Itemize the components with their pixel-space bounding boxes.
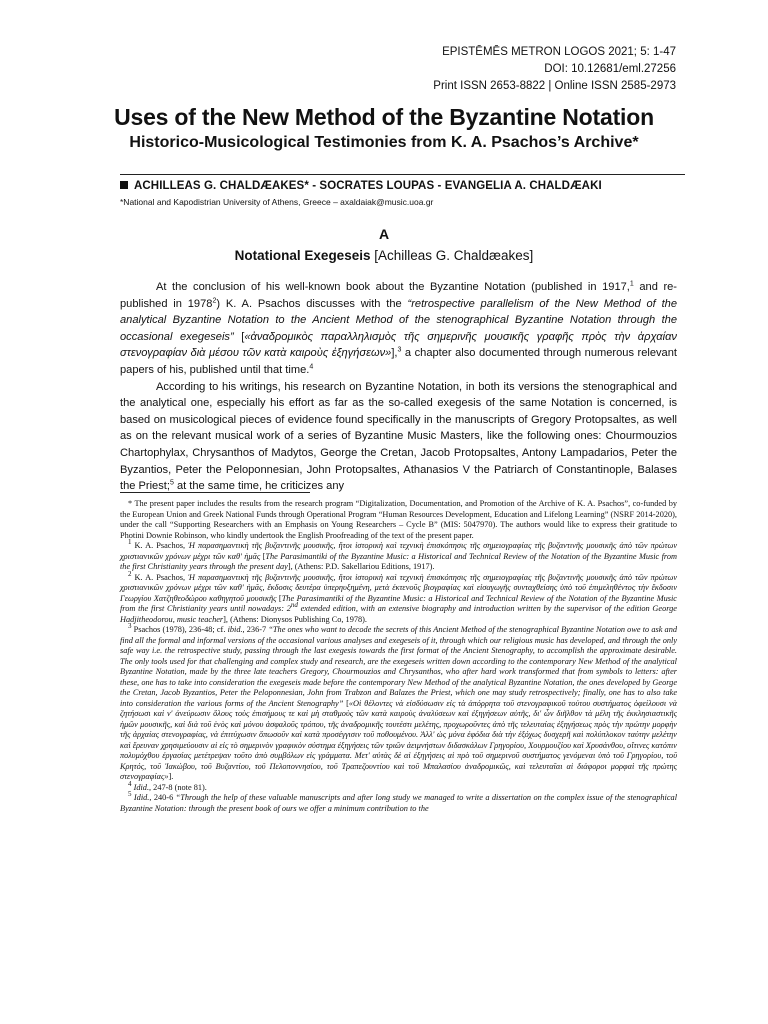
paper-title: Uses of the New Method of the Byzantine Notation xyxy=(114,104,654,130)
author-names: ACHILLEAS G. CHALDÆAKES* - SOCRATES LOUPAS - EVANGELIA A. CHALDÆAKI xyxy=(134,180,602,192)
footnote-5: $^5$ Idid., 240-6 “Through the help of these valuable manuscripts and after long study we managed to write a dissertation on the complex issue of the stenographical Byzantine Notation: through the present book of ours we offer a minimum contribution to the xyxy=(120,790,677,813)
journal-issn: Print ISSN 2653-8822 | Online ISSN 2585-2973 xyxy=(433,80,676,92)
paper-subtitle: Historico-Musicological Testimonies from K. A. Psachos’s Archive* xyxy=(129,134,639,151)
square-bullet-icon xyxy=(120,181,128,189)
footnote-ref-2[interactable]: 2 xyxy=(212,296,217,304)
footnote-ref-4[interactable]: 4 xyxy=(309,363,314,371)
paragraph-2: According to his writings, his research on Byzantine Notation, in both its versions the stenographical and the analytical one, especially his effort as far as the so-called exegesis of the same Notation is concerned, is based on musicological pieces of evidence found specifically in the manuscripts of Gregory Protopsaltes, as well as on the relevant musical work of a series of Byzantine Music Masters, like the following ones: Chourmouzios Chartophylax, Chrysanthos of Madytos, George the Cretan, Jacob Protopsaltes, Antony Lampadarios, Peter the Byzantios, Peter the Peloponnesian, John Protopsaltes, Athanasios V the Patriarch of Constantinople, Balases the Priest;$^5$ at the same time, he criticizes any xyxy=(120,380,677,493)
author-line xyxy=(120,180,602,192)
footnote-2: $^2$ K. A. Psachos, Ἡ παρασημαντικὴ τῆς βυζαντινῆς μουσικῆς, ἤτοι ἱστορικὴ καὶ τεχνικὴ ἐπισκόπησις τῆς σημειογραφίας τῆς βυζαντινῆς μουσικῆς ἀπὸ τῶν πρώτων χριστιανικῶν χρόνων μέχρι τῶν καθ' ἡμᾶς, ἔκδοσις δευτέρα ὑπερηυξημένη, μετὰ ἐκτενοῦς βιογραφίας καὶ εἰσαγωγῆς συνταχθείσης ὑπὸ τοῦ ἐπιμεληθέντος τὴν ἔκδοσιν Γεωργίου Χατζηθεοδώρου καθηγητοῦ μουσικῆς [The Parasimantiki of the Byzantine Music: a Historical and Technical Review of the Notation of the Byzantine Music from the first Christianity years until nowadays: 2nd extended edition, with an extensive biography and introduction written by the supervisor of the edition George Hadjitheodorou, music teacher], (Athens: Dionysos Publishing Co, 1978). xyxy=(120,569,678,624)
journal-info xyxy=(433,44,676,95)
header-rule xyxy=(120,174,685,175)
section-heading xyxy=(0,248,768,263)
section-title: Notational Exegeseis xyxy=(234,248,371,263)
footnote-ref-5[interactable]: 5 xyxy=(169,479,174,487)
footnote-1: $^1$ K. A. Psachos, Ἡ παρασημαντικὴ τῆς βυζαντινῆς μουσικῆς, ἤτοι ἱστορικὴ καὶ τεχνικὴ ἐπισκόπησις τῆς σημειογραφίας τῆς βυζαντινῆς μουσικῆς ἀπὸ τῶν πρώτων χριστιανικῶν χρόνων μέχρι τῶν καθ' ἡμᾶς [The Parasimantiki of the Byzantine Music: a Historical and Technical Review of the Notation of the Byzantine Music from the first Christianity years through the present day], (Athens: P.D. Sakellariou Editions, 1917). xyxy=(120,538,678,571)
paragraph-1: At the conclusion of his well-known book about the Byzantine Notation (published in 1917,$^1$ and re-published in 1978$^2$) K. A. Psachos discusses with the “retrospective parallelism of the New Method of the analytical Byzantine Notation to the Ancient Method of the stenographical Byzantine Notation through the occasional exegeseis” [«ἀναδρομικὸς παραλληλισμὸς τῆς σημερινῆς μουσικῆς γραφῆς πρὸς τὴν ἀρχαίαν στενογραφίαν διὰ μέσου τῶν κατὰ καιροὺς ἐξηγήσεων»],$^3$ a chapter also documented through numerous relevant papers of his, published until that time.$^4$ xyxy=(120,280,678,376)
footnote-ref-1[interactable]: 1 xyxy=(629,280,634,288)
section-letter: A xyxy=(378,226,390,242)
author-affiliation: *National and Kapodistrian University of Athens, Greece – axaldaiak@music.uoa.gr xyxy=(120,197,434,207)
journal-doi: DOI: 10.12681/eml.27256 xyxy=(544,63,676,75)
section-author: [Achilleas G. Chaldæakes] xyxy=(370,248,534,263)
footnote-ref-3[interactable]: 3 xyxy=(397,346,402,354)
footnote-star: * The present paper includes the results from the research program “Digitalization, Documentation, and Promotion of the Archive of K. A. Psachos”, co-funded by the European Union and Greek National Funds through Operational Program “Human Resources Development, Education and Lifelong Learning” (NSRF 2014-2020), under the call “Supporting Researchers with an Emphasis on Young Researchers – Cycle B” (MIS: 5047970). The authors would like to express their gratitude to Photini Downie Robinson, who kindly undertook the English Proofreading of the text of the present paper. xyxy=(120,499,677,540)
footnote-separator xyxy=(120,492,310,493)
footnotes xyxy=(120,499,677,814)
footnote-3: $^3$ Psachos (1978), 236-48; cf. ibid., 236-7 “The ones who want to decode the secrets of this Ancient Method of the stenographical Byzantine Notation owe to ask and find all the formal and informal versions of the occasional various analyses and exegeseis of it, through which our religious music has developed, and through the only safe way i.e. the retrospective study, passing through the last exegesis towards the first format of the Ancient Stenography, to accomplish the approximate desirable. The only tools used for that challenging and complex study and research, are the exegeseis written down according to the contemporary New Method of the analytical Byzantine Notation, made by the three late teachers Gregory, Chourmouzios and Chrysanthos, who after hard work transformed that from symbols to letters: after these, one has to take into consideration the exegeseis made before the contemporary New Method of the analytical Byzantine Notation, the ones developed by George the Cretan, Jacob Byzantios, Peter the Peloponnesian, John from Trabzon and Balazes the Priest, which one may study retrospectively; finally, one has to also take into consideration the various forms of the Ancient Stenography” [«Οἱ θέλοντες νὰ εἰσδύσωσιν εἰς τὰ ἀπόρρητα τοῦ στενογραφικοῦ τούτου συστήματος ὀφείλουσι νὰ ζητήσωσι καὶ ν' ἀνεύρωσιν ὅλους τοὺς ἐπισήμους τε καὶ μὴ σταθμοὺς τῶν κατὰ καιροὺς ἀναλύσεων καὶ ἐξηγήσεων αὐτῆς, δι' ὧν διῆλθον τὰ μέλη τῆς ἐκκλησιαστικῆς ἡμῶν μουσικῆς, καὶ διὰ τοῦ ἑνὸς καὶ μόνου ἀσφαλοῦς τρόπου, τῆς ἀναδρομικῆς τουτέστι μελέτης, προχωροῦντες ἀπὸ τῆς τελευταίας ἐξηγήσεως πρὸς τὴν πρώτην μορφὴν τῆς ἀρχαίας στενογραφίας, νὰ ἐπιτύχωσιν ὅπωσοῦν καὶ κατὰ προσέγγισιν τοῦ ποθουμένου. Ἀλλ' ὡς μόνα ἐφόδια διὰ τὴν ἐξόχως δυσχερῆ καὶ πολύπλοκον ταύτην μελέτην καὶ ἔρευναν χρησιμεύουσιν αἱ εἰς τὸ σημερινὸν γραφικὸν σύστημα ἐξηγήσεις τῶν τριῶν ἀειμνήστων διδασκάλων Γρηγορίου, Χουρμουζίου καὶ Χρυσάνθου, οἵτινες κατόπιν πολυμόχθου ἐργασίας μετέτρεψαν τοῦτο ἀπὸ συμβόλων εἰς γράμματα. Μετ' αὐτὰς δὲ αἱ ἐξηγήσεις αἱ πρὸ τοῦ σημερινοῦ συστήματος γενόμεναι ὑπὸ τοῦ Γρηγορίου, τοῦ Κρητός, τοῦ Ἰακώβου, τοῦ Βυζαντίου, τοῦ Πελοποννησίου, τοῦ Τραπεζουντίου καὶ τοῦ Μπαλασίου ἀναδρομικῶς, καὶ τελευταῖαι αἱ διάφοροι μορφαὶ τῆς πρώτης στενογραφίας»]. xyxy=(120,622,677,781)
footnote-4: $^4$ Idid., 247-8 (note 81). xyxy=(128,779,207,792)
journal-citation: EPISTĒMĒS METRON LOGOS 2021; 5: 1-47 xyxy=(442,46,676,58)
body-text xyxy=(120,279,677,495)
